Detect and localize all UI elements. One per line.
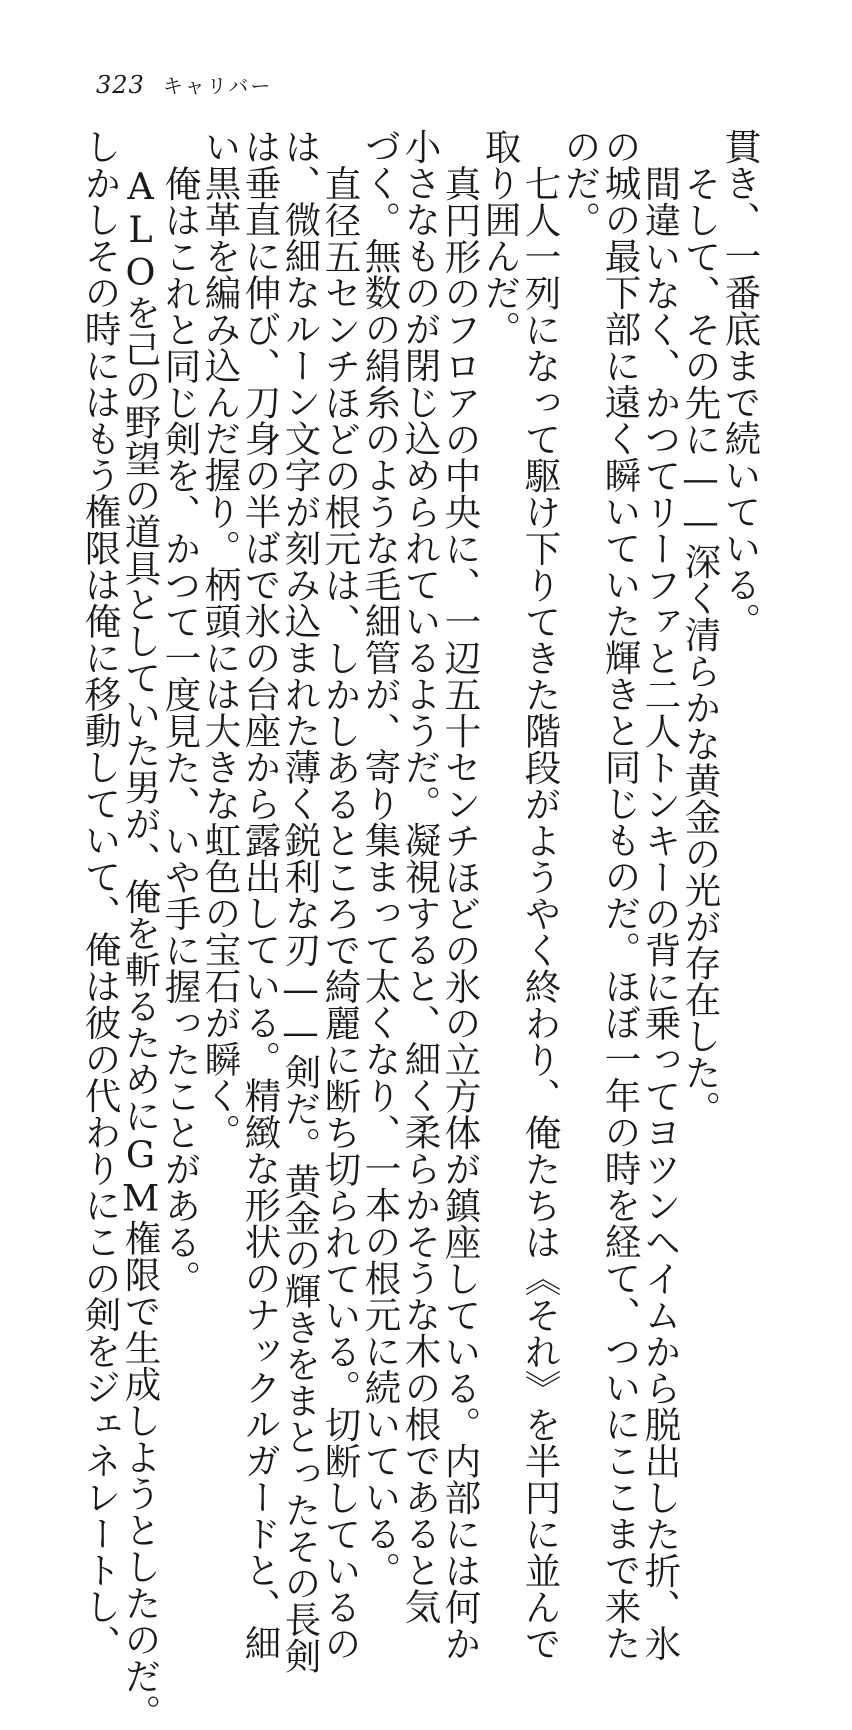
text-column: 俺はこれと同じ剣を、かつて一度見た、いや手に握ったことがある。 xyxy=(159,164,202,1296)
text-column: づく。無数の絹糸のような毛細管が、寄り集まって太くなり、一本の根元に続いている。 xyxy=(359,128,402,1588)
text-column: 貫き、一番底まで続いている。 xyxy=(719,128,762,639)
text-column: 直径五センチほどの根元は、しかしあるところで綺麗に断ち切られている。切断しているの xyxy=(319,164,362,1661)
page-header xyxy=(96,70,272,99)
text-column: 間違いなく、かつてリーファと二人トンキーの背に乗ってヨツンヘイムから脱出した折、氷 xyxy=(639,164,682,1661)
text-column: そして、その先に——深く清らかな黄金の光が存在した。 xyxy=(679,164,722,1127)
chapter-title: キャリバー xyxy=(162,74,273,98)
text-column: のだ。 xyxy=(559,128,602,238)
text-column: しかしその時にはもう権限は俺に移動していて、俺は彼の代わりにこの剣をジェネレートし、 xyxy=(79,128,122,1661)
text-column: 取り囲んだ。 xyxy=(479,128,522,347)
text-column: 真円形のフロアの中央に、一辺五十センチほどの氷の立方体が鎮座している。内部には何か xyxy=(439,164,482,1661)
text-column: は垂直に伸び、刀身の半ばで氷の台座から露出している。精緻な形状のナックルガードと、細 xyxy=(239,128,282,1661)
text-column: 小さなものが閉じ込められているようだ。凝視すると、細く柔らかそうな木の根であると気 xyxy=(399,128,442,1625)
text-column: ALOを己の野望の道具としていた男が、俺を斬るためにGM権限で生成しようとしたのだ。 xyxy=(119,164,162,1730)
text-column: い黒革を編み込んだ握り。柄頭には大きな虹色の宝石が瞬く。 xyxy=(199,128,242,1150)
text-column: の城の最下部に遠く瞬いていた輝きと同じものだ。ほぼ一年の時を経て、ついにここまで来た xyxy=(599,128,642,1661)
page-number: 323 xyxy=(96,71,145,99)
text-column: 七人一列になって駆け下りてきた階段がようやく終わり、俺たちは《それ》を半円に並んで xyxy=(519,164,562,1661)
text-column: は、微細なルーン文字が刻み込まれた薄く鋭利な刃——剣だ。黄金の輝きをまとったその長剣 xyxy=(279,128,322,1674)
body-text xyxy=(79,128,762,1730)
